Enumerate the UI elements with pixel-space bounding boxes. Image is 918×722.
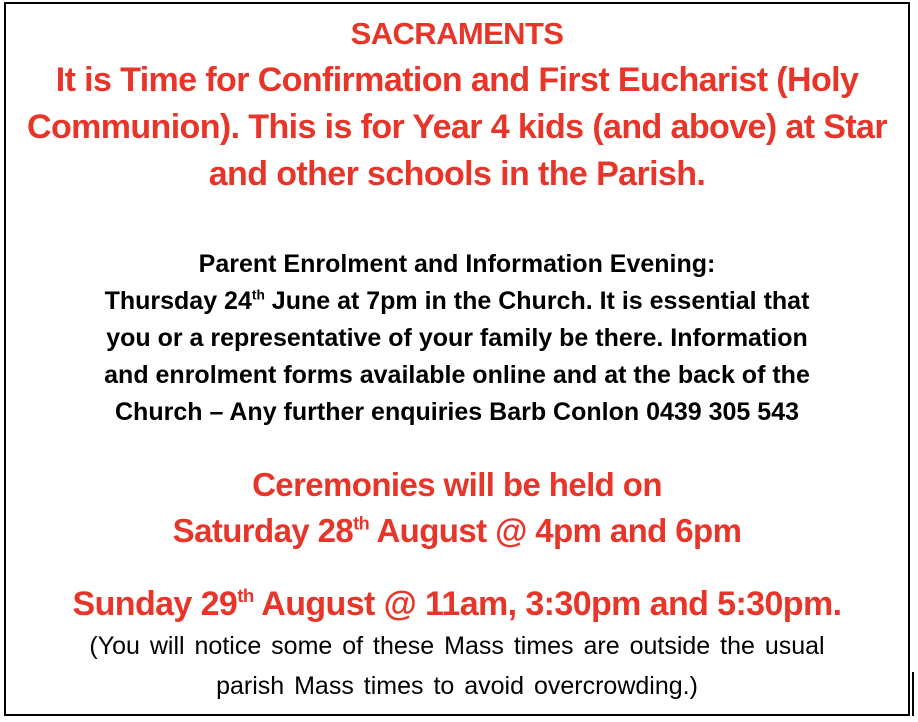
evening-title: Parent Enrolment and Information Evening: (198, 250, 716, 278)
evening-line-1 (6, 287, 908, 316)
sacraments-notice-box (4, 2, 910, 716)
sunday-line (6, 585, 908, 624)
intro-line-1: It is Time for Confirmation and First Eucharist (Holy (55, 61, 859, 99)
saturday-day: Saturday 28 (172, 512, 354, 549)
sunday-day: Sunday 29 (72, 585, 238, 623)
footnote-line-1: (You will notice some of these Mass times are outside the usual (89, 632, 825, 660)
evening-line-4: Church – Any further enquiries Barb Conlon 0439 305 543 (115, 398, 799, 426)
intro-line-3: and other schools in the Parish. (208, 155, 706, 193)
saturday-rest: August @ 4pm and 6pm (369, 512, 742, 549)
saturday-suffix: th (353, 513, 370, 534)
sunday-rest: August @ 11am, 3:30pm and 5:30pm. (253, 585, 842, 623)
evening-day: Thursday 24 (104, 287, 252, 315)
evening-line-3: and enrolment forms available online and at the back of the (104, 361, 810, 389)
evening-day-suffix: th (251, 287, 265, 303)
evening-line-1-rest: June at 7pm in the Church. It is essential that (264, 287, 810, 315)
intro-line-2: Communion). This is for Year 4 kids (and above) at Star (26, 108, 887, 146)
footnote-line-2: parish Mass times to avoid overcrowding.) (216, 672, 698, 700)
evening-line-2: you or a representative of your family be there. Information (106, 324, 808, 352)
sunday-suffix: th (237, 584, 254, 606)
ceremonies-title: Ceremonies will be held on (252, 466, 662, 503)
notice-heading: SACRAMENTS (350, 16, 564, 51)
page-edge-mark (912, 672, 914, 716)
saturday-line (6, 512, 908, 550)
